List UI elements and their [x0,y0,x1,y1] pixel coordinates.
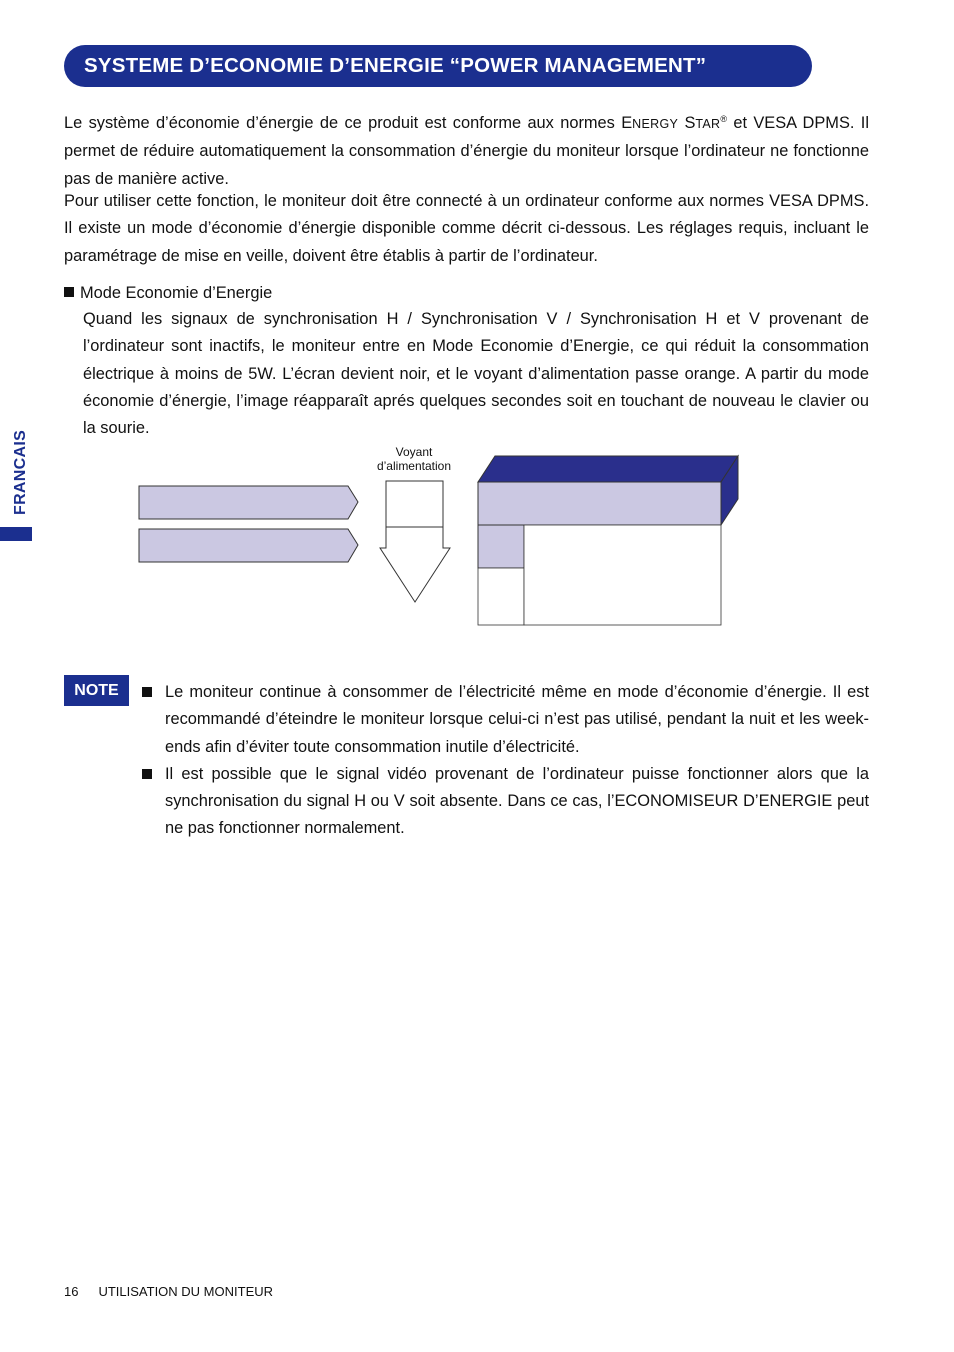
square-bullet-icon [64,287,74,297]
language-side-label: FRANCAIS [12,429,29,515]
table-column-cell [478,525,524,568]
star-rest: TAR [695,117,721,131]
energy-e: E [621,114,633,132]
voyant-label-line2: d’alimentation [376,459,452,473]
section-title: SYSTEME D’ECONOMIE D’ENERGIE “POWER MANAGEMENT” [84,54,707,77]
intro-paragraph-1 [64,106,869,193]
note-list [142,679,869,843]
energy-rest: NERGY [632,117,679,131]
square-bullet-icon [142,687,152,697]
mode-heading [64,280,272,307]
square-bullet-icon [142,769,152,779]
section-title-bar [64,45,812,87]
note-badge: NOTE [64,675,129,706]
mode-heading-text: Mode Economie d’Energie [80,284,273,302]
voyant-label [359,445,469,473]
voyant-label-line1: Voyant [395,445,433,459]
table-top-face [478,456,738,482]
registered-mark: ® [720,114,728,124]
star-s: S [684,114,696,132]
signal-arrow-1 [139,486,358,519]
page-number: 16 [64,1284,79,1299]
footer-section: UTILISATION DU MONITEUR [98,1284,274,1299]
table-header-row [478,482,721,525]
intro-text-a: Le système d’économie d’énergie de ce produit est conforme aux normes [64,114,622,132]
power-mode-diagram [135,440,745,630]
page-footer [64,1284,273,1299]
note-item-text: Le moniteur continue à consommer de l’électricité même en mode d’économie d’énergie. Il est recommandé d’éteindre le moniteur lorsque celui-ci n’est pas utilisé, pendant la nuit et les week-ends afin d’éviter toute consommation inutile d’électricité. [165,683,869,756]
language-side-tab-marker [0,527,32,541]
table-empty-cell-right [524,525,721,625]
signal-arrow-2 [139,529,358,562]
indicator-down-arrow [380,527,450,602]
indicator-box [386,481,443,527]
note-item [142,761,869,843]
note-item-text: Il est possible que le signal vidéo provenant de l’ordinateur puisse fonctionner alors que la synchronisation du signal H ou V soit absente. Dans ce cas, l’ECONOMISEUR D’ENERGIE peut ne pas fonctionner normalement. [165,764,869,838]
intro-paragraph-2: Pour utiliser cette fonction, le moniteur doit être connecté à un ordinateur conforme aux normes VESA DPMS. Il existe un mode d’économie d’énergie disponible comme décrit ci-dessous. Les réglages requis, incluant le paramétrage de mise en veille, doivent être établis à partir de l’ordinateur. [64,192,869,265]
table-empty-cell-left [478,568,524,625]
intro-text-b: et VESA DPMS. Il permet de réduire automatiquement la consommation d’énergie du moniteur lorsque l’ordinateur ne fonctionne pas de manière active. [64,114,869,188]
note-item [142,679,869,761]
mode-description: Quand les signaux de synchronisation H / Synchronisation V / Synchronisation H et V provenant de l’ordinateur sont inactifs, le moniteur entre en Mode Economie d’Energie, ce qui réduit la consommation électrique à moins de 5W. L’écran devient noir, et le voyant d’alimentation passe orange. A partir du mode économie d’énergie, l’image réapparaît aprés quelques secondes soit en touchant de nouveau le clavier ou la sourie. [83,310,869,438]
